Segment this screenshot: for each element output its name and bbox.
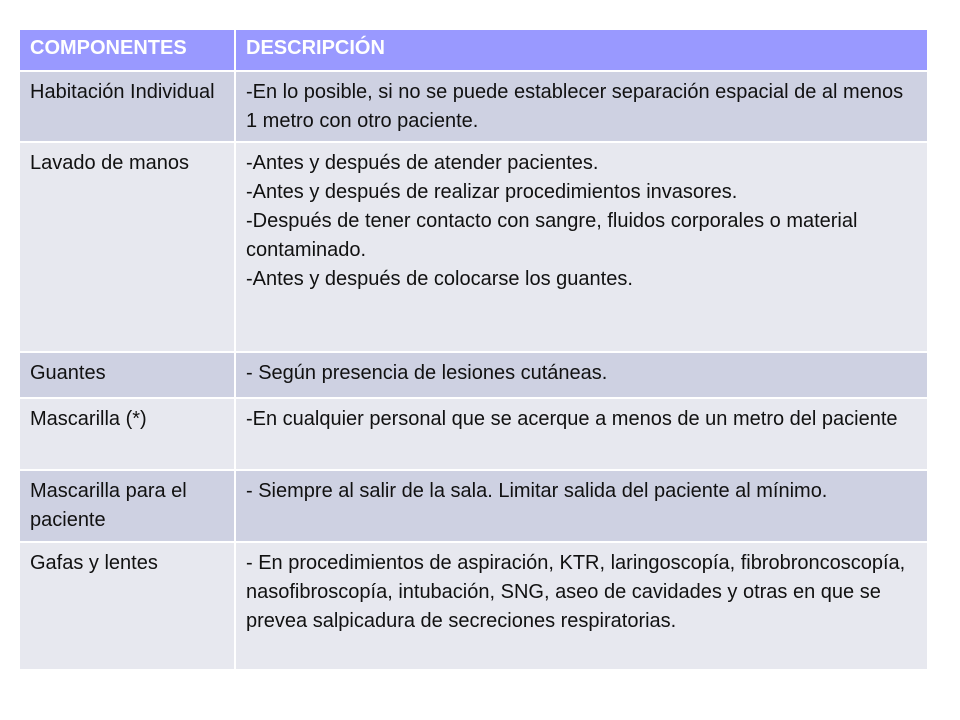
header-componentes: COMPONENTES [19, 29, 235, 71]
description-line: -En cualquier personal que se acerque a menos de un metro del paciente [246, 408, 898, 430]
component-cell: Gafas y lentes [19, 542, 235, 670]
table-row [19, 142, 928, 352]
description-line: -Después de tener contacto con sangre, fluidos corporales o material contaminado. [246, 210, 858, 261]
description-cell [235, 71, 928, 142]
component-cell: Mascarilla (*) [19, 398, 235, 470]
table-row [19, 542, 928, 670]
component-cell: Habitación Individual [19, 71, 235, 142]
component-cell: Guantes [19, 352, 235, 398]
description-line: -Antes y después de colocarse los guantes. [246, 268, 633, 290]
table-header-row [19, 29, 928, 71]
description-cell [235, 542, 928, 670]
description-line: -Antes y después de realizar procedimientos invasores. [246, 181, 738, 203]
description-line: -Antes y después de atender pacientes. [246, 152, 599, 174]
description-cell [235, 470, 928, 542]
description-line: - En procedimientos de aspiración, KTR, laringoscopía, fibrobroncoscopía, nasofibroscopía, intubación, SNG, aseo de cavidades y otras en que se prevea salpicadura de secreciones respiratorias. [246, 552, 906, 632]
table-row [19, 71, 928, 142]
table-row [19, 352, 928, 398]
description-line: - Según presencia de lesiones cutáneas. [246, 362, 608, 384]
description-line: -En lo posible, si no se puede establecer separación espacial de al menos 1 metro con otro paciente. [246, 81, 904, 132]
description-cell [235, 142, 928, 352]
components-table [18, 28, 929, 671]
component-cell: Lavado de manos [19, 142, 235, 352]
table-row [19, 470, 928, 542]
component-cell: Mascarilla para el paciente [19, 470, 235, 542]
description-cell [235, 352, 928, 398]
header-descripcion: DESCRIPCIÓN [235, 29, 928, 71]
description-cell [235, 398, 928, 470]
description-line: - Siempre al salir de la sala. Limitar salida del paciente al mínimo. [246, 480, 828, 502]
table-row [19, 398, 928, 470]
